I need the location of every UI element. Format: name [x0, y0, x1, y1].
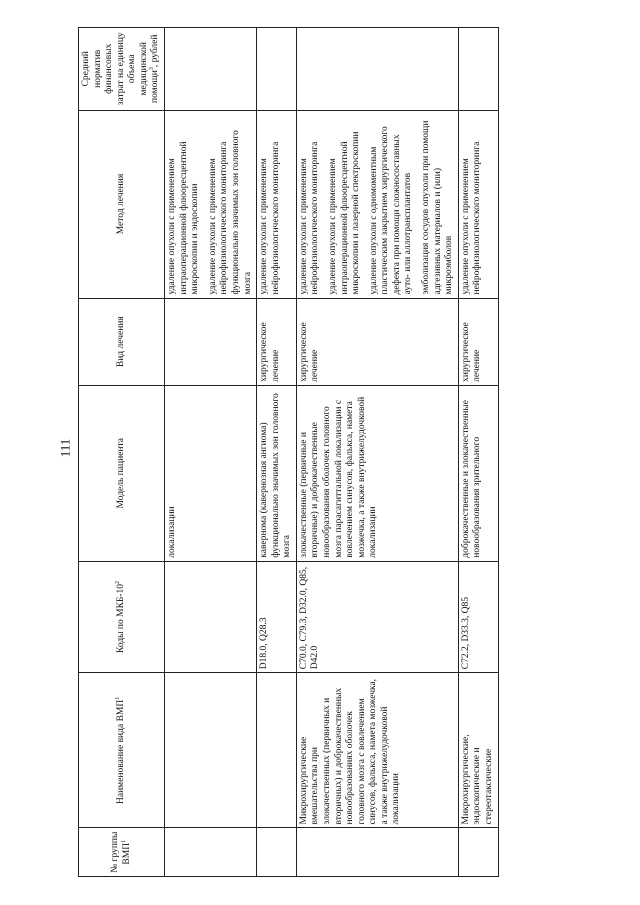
header-patient-model: Модель пациента: [79, 385, 165, 561]
method-item: удаление опухоли с одномоментным пластическим закрытием хирургического дефекта при помощи сложносоставных ауто- или аллотрансплантатов: [368, 126, 414, 295]
cell-group: [165, 828, 257, 877]
cell-icd: C70.0, C79.3, D32.0, Q85, D42.0: [296, 561, 458, 673]
cell-name: Микрохирургические вмешательства при злокачественных (первичных и вторичных) и доброкачественных новообразованиях оболочек головного мозга с вовлечением синусов, фалькса, намета мозжечка, а также внутрижелудочковой локализации: [296, 673, 458, 828]
cell-name: [257, 673, 297, 828]
cell-type: хирургическое лечение: [296, 298, 458, 385]
cell-methods: [296, 110, 458, 298]
cell-cost: [257, 28, 297, 111]
cell-type: [165, 298, 257, 385]
cell-methods: [257, 110, 297, 298]
header-group-no: № группы ВМП$^1$: [79, 828, 165, 877]
cell-name: Микрохирургические, эндоскопические и стереотаксические: [458, 673, 498, 828]
cell-name: [165, 673, 257, 828]
page-number: 111: [57, 438, 73, 458]
cell-type: хирургическое лечение: [458, 298, 498, 385]
cell-type: хирургическое лечение: [257, 298, 297, 385]
method-item: удаление опухоли с применением нейрофизиологического мониторинга: [259, 141, 281, 295]
cell-methods: [165, 110, 257, 298]
method-item: удаление опухоли с применением нейрофизиологического мониторинга: [460, 141, 483, 295]
cell-icd: [165, 561, 257, 673]
method-item: эмболизация сосудов опухоли при помощи адгезивных материалов и (или) микроэмболов: [421, 120, 455, 295]
header-treatment-type: Вид лечения: [79, 298, 165, 385]
cell-icd: D18.0, Q28.3: [257, 561, 297, 673]
cell-group: [257, 828, 297, 877]
method-item: удаление опухоли с применением интраоперационной флюоресцентной микроскопии и лазерной спектроскопии: [327, 131, 362, 295]
cell-model: доброкачественные и злокачественные новообразования зрительного: [458, 385, 498, 561]
header-name: Наименование вида ВМП$^1$: [79, 673, 165, 828]
table-row: [165, 28, 257, 877]
cell-group: [296, 828, 458, 877]
cell-model: кавернома (кавернозная ангиома) функционально значимых зон головного мозга: [257, 385, 297, 561]
header-icd: Коды по МКБ-$10^2$: [79, 561, 165, 673]
cell-icd: C72.2, D33.3, Q85: [458, 561, 498, 673]
table-header-row: [79, 28, 165, 877]
cell-methods: [458, 110, 498, 298]
header-method: Метод лечения: [79, 110, 165, 298]
cell-model: локализации: [165, 385, 257, 561]
method-item: удаление опухоли с применением нейрофизиологического мониторинга функционально значимых зон головного мозга: [207, 130, 253, 295]
vmp-table: [78, 27, 499, 877]
table-row: [296, 28, 458, 877]
cell-group: [458, 828, 498, 877]
method-item: удаление опухоли с применением интраоперационной флюоресцентной микроскопии и эндоскопии: [167, 141, 201, 295]
cell-cost: [458, 28, 498, 111]
cell-cost: [165, 28, 257, 111]
cell-cost: [296, 28, 458, 111]
method-item: удаление опухоли с применением нейрофизиологического мониторинга: [298, 141, 321, 295]
cell-model: злокачественные (первичные и вторичные) и доброкачественные новообразования оболочек головного мозга парасагиттальной локализации с вовлечением синусов, фалькса, намета мозжечка, а также внутрижелудочковой локализации: [296, 385, 458, 561]
rotated-table-sheet: [78, 27, 623, 877]
table-row: [458, 28, 498, 877]
table-row: [257, 28, 297, 877]
header-cost: Средний норматив финансовых затрат на единицу объема медицинской помощи$^3$, рублей: [79, 28, 165, 111]
